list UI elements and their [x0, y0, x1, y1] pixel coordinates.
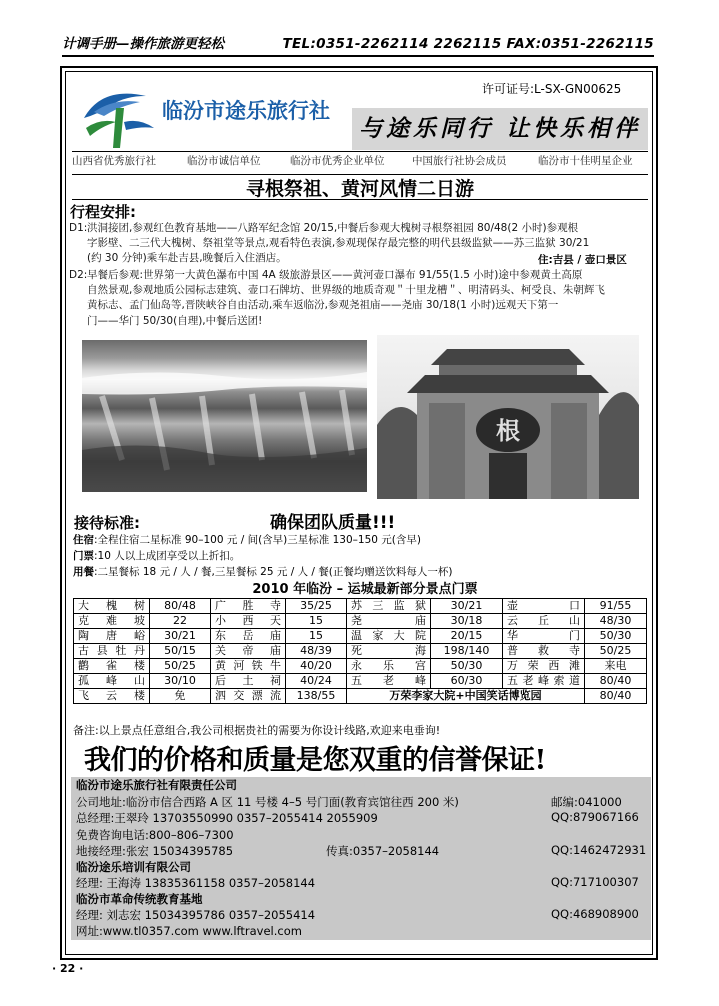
- spot-price: 15: [286, 614, 347, 629]
- honor-item: 中国旅行社协会成员: [412, 155, 507, 167]
- quality-suffix: !!!: [372, 513, 396, 533]
- price-quality-promise: 我们的价格和质量是您双重的信誉保证!: [84, 745, 546, 776]
- spot-price: 15: [286, 629, 347, 644]
- spot-name: 普救寺: [503, 644, 585, 659]
- spot-price: 30/10: [150, 674, 211, 689]
- itinerary-line: 黄标志、孟门仙岛等,晋陕峡谷自由活动,乘车返临汾,参观尧祖庙——尧庙 30/18(1 小时)远观天下第一: [87, 299, 559, 312]
- accommodation-standard: [73, 532, 421, 547]
- spot-name: 五老峰: [347, 674, 431, 689]
- honor-item: 临汾市诚信单位: [187, 155, 261, 167]
- company-3-name: 临汾市革命传统教育基地: [76, 892, 203, 906]
- header-rule: [62, 55, 654, 57]
- spot-name: 五老峰索道: [503, 674, 585, 689]
- spot-name: 泗交漂流: [211, 689, 286, 704]
- spot-price: 50/15: [150, 644, 211, 659]
- company-1-name: 临汾市途乐旅行社有限责任公司: [76, 778, 237, 792]
- ground-manager: 地接经理:张宏 15034395785: [76, 844, 234, 858]
- table-row: [74, 599, 647, 614]
- spot-price: 30/18: [431, 614, 503, 629]
- spot-name: 永乐宫: [347, 659, 431, 674]
- meal-standard: [73, 564, 453, 579]
- free-hotline: 免费咨询电话:800–806–7300: [76, 828, 234, 842]
- temple-sign-text: 根: [496, 416, 520, 445]
- table-row: [74, 644, 647, 659]
- spot-name: 黄河铁牛: [211, 659, 286, 674]
- label: 门票: [73, 550, 94, 562]
- slogan-banner: 与途乐同行 让快乐相伴: [352, 108, 648, 150]
- spot-name: 后土祠: [211, 674, 286, 689]
- spot-name: 东岳庙: [211, 629, 286, 644]
- ground-qq: QQ:1462472931: [551, 843, 647, 857]
- postcode: 邮编:041000: [551, 795, 622, 809]
- day-1-accommodation: 住:吉县 / 壶口景区: [538, 254, 627, 266]
- table-row: [74, 614, 647, 629]
- fax-number: 传真:0357–2058144: [326, 844, 440, 858]
- spot-name: 飞云楼: [74, 689, 150, 704]
- spot-name: 壶口: [503, 599, 585, 614]
- company-3-manager: 经理: 刘志宏 15034395786 0357–2055414: [76, 908, 316, 922]
- spot-price: 50/30: [585, 629, 647, 644]
- itinerary-line: 门——华门 50/30(自理),中餐后送团!: [87, 314, 263, 327]
- spot-name: 尧庙: [347, 614, 431, 629]
- company-logo-icon: [80, 84, 158, 150]
- ticket-standard: [73, 548, 240, 563]
- spot-price: 80/48: [150, 599, 211, 614]
- itinerary-line: 早餐后参观:世界第一大黄色瀑布中国 4A 级旅游景区——黄河壶口瀑布 91/55(1.5 小时)途中参观黄土高原: [87, 269, 583, 281]
- website-links: 网址:www.tl0357.com www.lftravel.com: [76, 924, 302, 938]
- spot-price: 35/25: [286, 599, 347, 614]
- spot-price: 50/30: [431, 659, 503, 674]
- honors-bar: [72, 151, 648, 166]
- temple-gate-photo: [377, 335, 639, 499]
- spot-price: 80/40: [585, 674, 647, 689]
- spot-name: 苏三监狱: [347, 599, 431, 614]
- spot-name: 大槐树: [74, 599, 150, 614]
- header-contact: TEL:0351-2262114 2262115 FAX:0351-2262115: [282, 36, 654, 52]
- remark-note: 备注:以上景点任意组合,我公司根据贵社的需要为你设计线路,欢迎来电垂询!: [73, 724, 441, 737]
- gm-qq: QQ:879067166: [551, 810, 639, 824]
- itinerary-line: 字影壁、二三代大槐树、祭祖堂等景点,观看特色表演,参观现保存最完整的明代县级监狱——苏三监狱 30/21: [87, 237, 590, 250]
- company-2-qq: QQ:717100307: [551, 875, 639, 889]
- value: :全程住宿二星标准 90–100 元 / 间(含早)三星标准 130–150 元(含早): [94, 534, 421, 546]
- page-header: [62, 34, 654, 54]
- itinerary-line: 自然景观,参观地质公园标志建筑、壶口石牌坊、世界级的地质奇观＂十里龙槽＂、明清码头、柯受良、朱朝辉飞: [87, 284, 605, 297]
- spot-price: 22: [150, 614, 211, 629]
- spot-name: 华门: [503, 629, 585, 644]
- spot-price: 198/140: [431, 644, 503, 659]
- label: 住宿: [73, 534, 94, 546]
- itinerary-day-1: [69, 221, 589, 267]
- itinerary-heading: 行程安排:: [70, 203, 136, 221]
- day-label: D1:: [69, 222, 88, 234]
- spot-price: 50/25: [585, 644, 647, 659]
- quality-slogan: [270, 508, 395, 533]
- table-row: [74, 689, 647, 704]
- contact-panel: [71, 777, 651, 940]
- spot-price: 60/30: [431, 674, 503, 689]
- honor-item: 临汾市优秀企业单位: [290, 155, 385, 167]
- company-name: 临汾市途乐旅行社: [162, 99, 330, 123]
- table-row: [74, 659, 647, 674]
- spot-name: 克难坡: [74, 614, 150, 629]
- spot-price: 免: [150, 689, 211, 704]
- spot-name: 云丘山: [503, 614, 585, 629]
- page-number: · 22 ·: [52, 962, 84, 975]
- company-3-qq: QQ:468908900: [551, 907, 639, 921]
- company-2-name: 临汾途乐培训有限公司: [76, 860, 191, 874]
- spot-name: 万荣西滩: [503, 659, 585, 674]
- spot-price: 50/25: [150, 659, 211, 674]
- honor-item: 山西省优秀旅行社: [72, 155, 156, 167]
- route-title: 寻根祭祖、黄河风情二日游: [245, 178, 474, 200]
- itinerary-line: (约 30 分钟)乘车赴吉县,晚餐后入住酒店。: [87, 252, 287, 265]
- general-manager: 总经理:王翠玲 13703550990 0357–2055414 2055909: [76, 811, 378, 825]
- spot-price: 40/24: [286, 674, 347, 689]
- ticket-price-table: [73, 598, 647, 704]
- value: :10 人以上成团享受以上折扣。: [94, 550, 241, 562]
- table-row: [74, 629, 647, 644]
- honor-item: 临汾市十佳明星企业: [538, 155, 633, 167]
- company-address: 公司地址:临汾市信合西路 A 区 11 号楼 4–5 号门面(教育宾馆往西 200 米): [76, 795, 459, 809]
- standards-heading: 接待标准:: [74, 514, 140, 532]
- waterfall-photo: [82, 340, 367, 492]
- spot-price: 91/55: [585, 599, 647, 614]
- quality-text: 确保团队质量: [270, 513, 372, 533]
- spot-name: 古县牡丹: [74, 644, 150, 659]
- spot-name: 鹳雀楼: [74, 659, 150, 674]
- spot-price: 40/20: [286, 659, 347, 674]
- spot-price: 30/21: [431, 599, 503, 614]
- spot-name: 死海: [347, 644, 431, 659]
- label: 用餐: [73, 566, 94, 578]
- itinerary-day-2: [69, 268, 605, 329]
- table-row: [74, 674, 647, 689]
- spot-price: 48/39: [286, 644, 347, 659]
- spot-price: 80/40: [585, 689, 647, 704]
- license-number: 许可证号:L-SX-GN00625: [482, 82, 622, 96]
- spot-price: 48/30: [585, 614, 647, 629]
- spot-name: 广胜寺: [211, 599, 286, 614]
- spot-name: 孤峰山: [74, 674, 150, 689]
- itinerary-line: 洪洞接团,参观红色教育基地——八路军纪念馆 20/15,中餐后参观大槐树寻根祭祖园 80/48(2 小时)参观根: [87, 222, 579, 234]
- day-label: D2:: [69, 269, 88, 281]
- spot-name: 陶唐峪: [74, 629, 150, 644]
- spot-price: 20/15: [431, 629, 503, 644]
- spot-name: 万荣李家大院+中国笑话博览园: [347, 689, 585, 704]
- spot-price: 30/21: [150, 629, 211, 644]
- value: :二星餐标 18 元 / 人 / 餐,三星餐标 25 元 / 人 / 餐(正餐均赠送饮料每人一杯): [94, 566, 453, 578]
- company-2-manager: 经理: 王海涛 13835361158 0357–2058144: [76, 876, 316, 890]
- spot-name: 小西天: [211, 614, 286, 629]
- header-title: 计调手册—操作旅游更轻松: [62, 36, 224, 52]
- spot-name: 关帝庙: [211, 644, 286, 659]
- spot-price: 138/55: [286, 689, 347, 704]
- ticket-table-title: 2010 年临汾 – 运城最新部分景点门票: [252, 582, 478, 597]
- spot-name: 温家大院: [347, 629, 431, 644]
- spot-price: 来电: [585, 659, 647, 674]
